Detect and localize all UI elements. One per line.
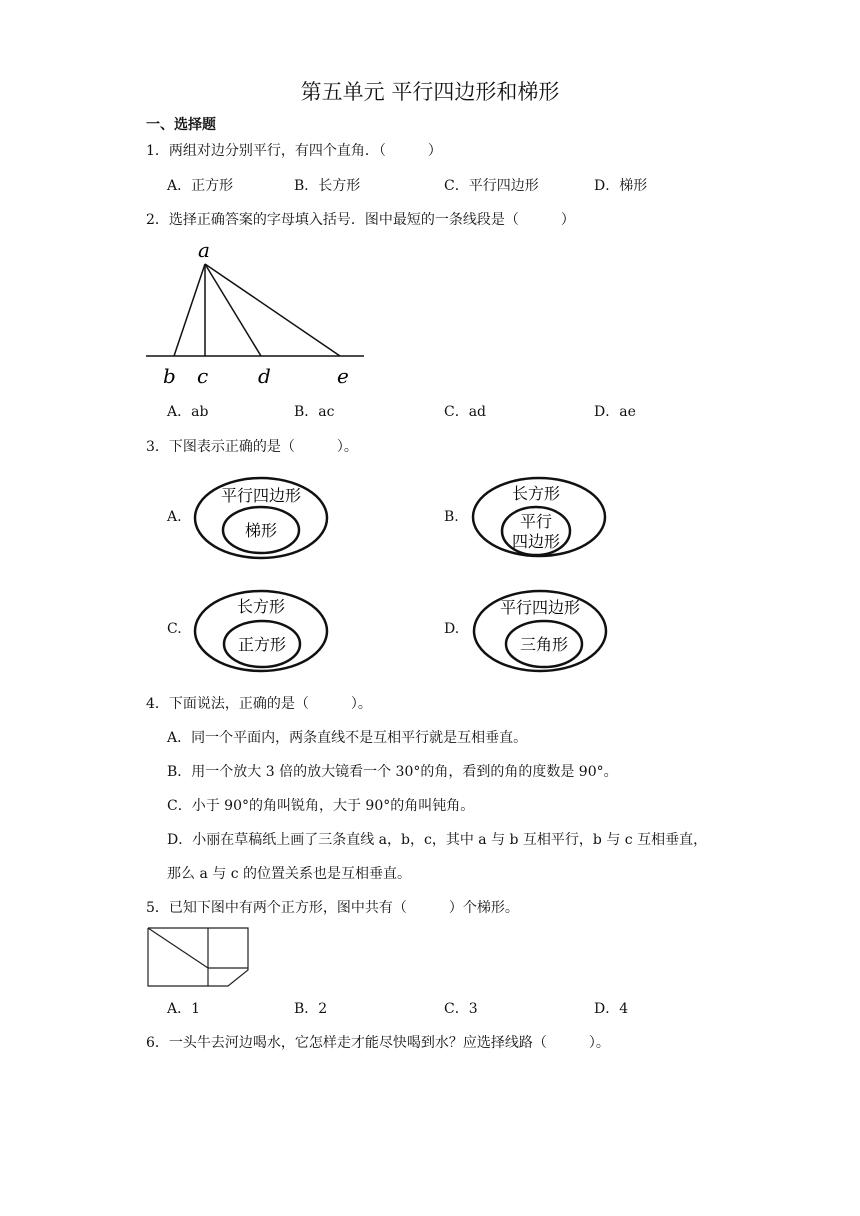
q3-option-b-letter: B. bbox=[444, 509, 459, 525]
inner-label: 梯形 bbox=[244, 521, 278, 540]
outer-label: 长方形 bbox=[511, 484, 561, 503]
q2-option-c: C．ad bbox=[444, 404, 487, 420]
segment-ad bbox=[205, 264, 261, 356]
q3-venn-b bbox=[468, 474, 618, 564]
outer-label: 平行四边形 bbox=[499, 598, 581, 617]
q5-option-d: D．4 bbox=[594, 1001, 629, 1017]
label-c: c bbox=[197, 364, 209, 388]
q3-venn-c bbox=[190, 586, 340, 676]
q1-option-c: C．平行四边形 bbox=[444, 178, 539, 194]
q2-option-b: B．ac bbox=[294, 404, 335, 420]
outer-label: 长方形 bbox=[236, 597, 286, 616]
inner-label: 三角形 bbox=[519, 635, 569, 654]
q5-option-b: B．2 bbox=[294, 1001, 328, 1017]
question-1-stem: 1．两组对边分别平行，有四个直角．（ ） bbox=[146, 143, 442, 159]
q3-venn-a bbox=[190, 474, 340, 564]
question-5-stem: 5．已知下图中有两个正方形，图中共有（ ）个梯形。 bbox=[146, 900, 519, 916]
q3-option-a-letter: A. bbox=[167, 509, 182, 525]
q4-option-d-continuation: 那么 a 与 c 的位置关系也是互相垂直。 bbox=[167, 866, 411, 882]
q1-option-a: A．正方形 bbox=[167, 178, 234, 194]
question-6-stem: 6．一头牛去河边喝水，它怎样走才能尽快喝到水？应选择线路（ ）。 bbox=[146, 1035, 610, 1051]
diagonal bbox=[148, 928, 208, 968]
q3-option-c-letter: C. bbox=[167, 621, 182, 637]
outer-outline bbox=[148, 928, 248, 986]
inner-label-line-1: 平行 bbox=[519, 512, 553, 531]
question-4-stem: 4．下面说法，正确的是（ ）。 bbox=[146, 696, 372, 712]
question-3-stem: 3．下图表示正确的是（ ）。 bbox=[146, 439, 358, 455]
q2-option-a: A．ab bbox=[167, 404, 209, 420]
q1-option-b: B．长方形 bbox=[294, 178, 361, 194]
segment-ab bbox=[174, 264, 205, 356]
outer-label: 平行四边形 bbox=[220, 486, 302, 505]
segment-ae bbox=[205, 264, 340, 356]
question-2-stem: 2．选择正确答案的字母填入括号．图中最短的一条线段是（ ） bbox=[146, 212, 575, 228]
inner-label-line-2: 四边形 bbox=[511, 532, 561, 551]
q4-option-a: A．同一个平面内，两条直线不是互相平行就是互相垂直。 bbox=[167, 730, 528, 746]
q3-option-d-letter: D. bbox=[444, 621, 460, 637]
q5-option-a: A．1 bbox=[167, 1001, 201, 1017]
q5-squares-figure bbox=[144, 924, 254, 990]
q3-venn-d bbox=[468, 586, 618, 676]
page-title: 第五单元 平行四边形和梯形 bbox=[300, 80, 560, 104]
label-e: e bbox=[337, 364, 349, 388]
q2-option-d: D．ae bbox=[594, 404, 636, 420]
inner-label: 正方形 bbox=[237, 635, 287, 654]
q1-option-d: D．梯形 bbox=[594, 178, 648, 194]
label-a: a bbox=[198, 238, 210, 262]
q2-line-segment-figure bbox=[140, 236, 372, 388]
label-d: d bbox=[258, 364, 271, 388]
q5-option-c: C．3 bbox=[444, 1001, 478, 1017]
q4-option-c: C．小于 90°的角叫锐角，大于 90°的角叫钝角。 bbox=[167, 798, 475, 814]
section-heading: 一、选择题 bbox=[146, 117, 216, 133]
label-b: b bbox=[163, 364, 176, 388]
q4-option-b: B．用一个放大 3 倍的放大镜看一个 30°的角，看到的角的度数是 90°。 bbox=[167, 764, 618, 780]
q4-option-d: D．小丽在草稿纸上画了三条直线 a，b，c，其中 a 与 b 互相平行，b 与 c 互相垂直， bbox=[167, 832, 708, 848]
